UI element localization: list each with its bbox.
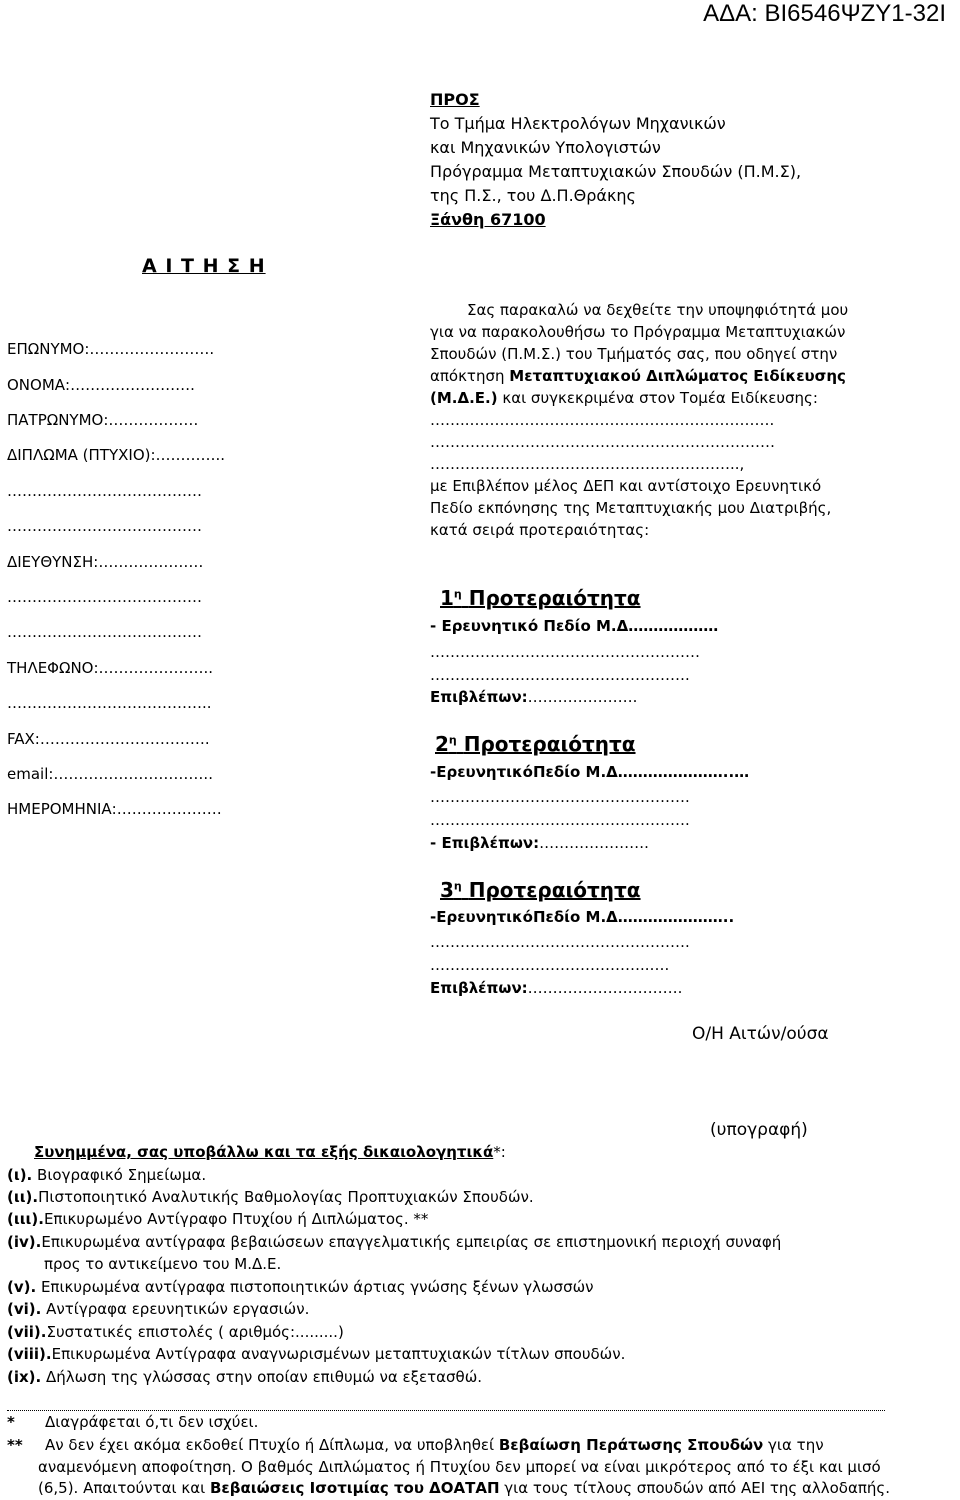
- addressee-line: Πρόγραμμα Μεταπτυχιακών Σπουδών (Π.Μ.Σ),: [430, 162, 802, 181]
- addressee-block: [430, 88, 801, 232]
- specialization-field[interactable]: ……………………………………………………..,: [430, 455, 745, 473]
- attachment-item: (v). Επικυρωμένα αντίγραφα πιστοποιητικών άρτιας γνώσης ξένων γλωσσών: [7, 1278, 594, 1296]
- address-continuation[interactable]: …………………………………: [7, 623, 202, 641]
- priority-2-field[interactable]: -ΕρευνητικόΠεδίο Μ.Δ…………………..…: [430, 763, 750, 781]
- attachment-item: (ix). Δήλωση της γλώσσας στην οποίαν επιθυμώ να εξετασθώ.: [7, 1368, 483, 1386]
- attachment-item: (viii).Επικυρωμένα Αντίγραφα αναγνωρισμένων μεταπτυχιακών τίτλων σπουδών.: [7, 1345, 626, 1363]
- request-text: Σπουδών (Π.Μ.Σ.) του Τμήματός σας, που οδηγεί στην: [430, 345, 838, 363]
- request-text: Σας παρακαλώ να δεχθείτε την υποψηφιότητά μου: [467, 301, 849, 319]
- degree-field[interactable]: ΔΙΠΛΩΜΑ (ΠΤΥΧΙΟ):…………..: [7, 446, 226, 464]
- address-field[interactable]: ΔΙΕΥΘΥΝΣΗ:…………………: [7, 553, 204, 571]
- priority-3-heading: $3^\eta$ Προτεραιότητα: [440, 878, 641, 902]
- specialization-field[interactable]: ……………………………………………………………: [430, 433, 775, 451]
- request-line: [467, 299, 917, 321]
- addressee-line: και Μηχανικών Υπολογιστών: [430, 138, 661, 157]
- attachments-heading: Συνημμένα, σας υποβάλλω και τα εξής δικαιολογητικά*:: [34, 1143, 506, 1161]
- priority-3-supervisor[interactable]: Επιβλέπων:………………………….: [430, 979, 683, 997]
- degree-continuation[interactable]: …………………………………: [7, 482, 202, 500]
- attachment-item: (vii).Συστατικές επιστολές ( αριθμός:.........): [7, 1323, 344, 1341]
- request-text: με Επιβλέπον μέλος ΔΕΠ και αντίστοιχο Ερευνητικό: [430, 477, 822, 495]
- priority-2-dots[interactable]: …………………………………………….: [430, 788, 690, 806]
- degree-continuation[interactable]: …………………………………: [7, 517, 202, 535]
- applicant-label: Ο/Η Αιτών/ούσα: [692, 1024, 829, 1044]
- addressee-line: της Π.Σ., του Δ.Π.Θράκης: [430, 186, 636, 205]
- priority-1-heading: $1^\eta$ Προτεραιότητα: [440, 586, 641, 610]
- date-field[interactable]: ΗΜΕΡΟΜΗΝΙΑ:…………………: [7, 800, 222, 818]
- priority-2-supervisor[interactable]: - Επιβλέπων:………………….: [430, 834, 649, 852]
- attachment-item: (vi). Αντίγραφα ερευνητικών εργασιών.: [7, 1300, 310, 1318]
- ada-code: ΑΔΑ: ΒΙ6546ΨΖΥ1-32Ι: [703, 0, 946, 27]
- priority-3-field[interactable]: -ΕρευνητικόΠεδίο Μ.Δ…………………..: [430, 908, 735, 926]
- footnote-2: ** Αν δεν έχει ακόμα εκδοθεί Πτυχίο ή Δίπλωμα, να υποβληθεί Βεβαίωση Περάτωσης Σπουδών για την: [7, 1436, 824, 1454]
- addressee-city: Ξάνθη 67100: [430, 210, 546, 229]
- request-text: Πεδίο εκπόνησης της Μεταπτυχιακής μου Διατριβής,: [430, 499, 832, 517]
- phone-continuation[interactable]: …………………………………..: [7, 694, 212, 712]
- form-title: Α Ι Τ Η Σ Η: [142, 255, 266, 277]
- attachment-item: (ιι).Πιστοποιητικό Αναλυτικής Βαθμολογίας Προπτυχιακών Σπουδών.: [7, 1188, 534, 1206]
- priority-2-dots[interactable]: …………………………………………….: [430, 811, 690, 829]
- request-text: κατά σειρά προτεραιότητας:: [430, 521, 650, 539]
- specialization-field[interactable]: ……..…………………………………………………….: [430, 411, 775, 429]
- priority-1-dots[interactable]: ………………………………………………: [430, 643, 700, 661]
- request-text: για να παρακολουθήσω το Πρόγραμμα Μεταπτυχιακών: [430, 323, 846, 341]
- email-field[interactable]: email:…………………………..: [7, 765, 213, 783]
- footnote-1: * Διαγράφεται ό,τι δεν ισχύει.: [7, 1413, 259, 1431]
- priority-2-heading: $2^\eta$ Προτεραιότητα: [435, 732, 636, 756]
- footnote-2-line: (6,5). Απαιτούνται και Βεβαιώσεις Ισοτιμίας του ΔΟΑΤΑΠ για τους τίτλους σπουδών από ΑΕΙ της αλλοδαπής.: [38, 1479, 890, 1497]
- priority-3-dots[interactable]: …………………………………………….: [430, 933, 690, 951]
- priority-1-dots[interactable]: …………………………………………….: [430, 666, 690, 684]
- request-text: (Μ.Δ.Ε.) και συγκεκριμένα στον Τομέα Ειδίκευσης:: [430, 389, 818, 407]
- fax-field[interactable]: FAX:…………………………….: [7, 730, 210, 748]
- attachment-item: (ι). Βιογραφικό Σημείωμα.: [7, 1166, 207, 1184]
- surname-field[interactable]: ΕΠΩΝΥΜΟ:…………………….: [7, 340, 215, 358]
- addressee-title: ΠΡΟΣ: [430, 90, 480, 109]
- father-name-field[interactable]: ΠΑΤΡΩΝΥΜΟ:………………: [7, 411, 199, 429]
- priority-3-dots[interactable]: ……………………………………..….: [430, 956, 670, 974]
- address-continuation[interactable]: …………………………………: [7, 588, 202, 606]
- phone-field[interactable]: ΤΗΛΕΦΩΝΟ:…………………..: [7, 659, 214, 677]
- footnote-2-line: αναμενόμενη αποφοίτηση. Ο βαθμός Διπλώματος ή Πτυχίου δεν μπορεί να είναι μικρότερος από το έξι και μισό: [38, 1458, 881, 1476]
- priority-1-field[interactable]: - Ερευνητικό Πεδίο Μ.Δ………………: [430, 617, 719, 635]
- attachment-item-continuation: προς το αντικείμενο του Μ.Δ.Ε.: [44, 1255, 282, 1273]
- footnote-divider: [7, 1410, 885, 1411]
- priority-1-supervisor[interactable]: Επιβλέπων:………………….: [430, 688, 638, 706]
- request-text: απόκτηση Μεταπτυχιακού Διπλώματος Ειδίκευσης: [430, 367, 846, 385]
- request-paragraph: [430, 321, 915, 541]
- attachment-item: (ιιι).Επικυρωμένο Αντίγραφο Πτυχίου ή Διπλώματος. **: [7, 1210, 429, 1228]
- addressee-line: Το Τμήμα Ηλεκτρολόγων Μηχανικών: [430, 114, 726, 133]
- attachment-item: (iv).Επικυρωμένα αντίγραφα βεβαιώσεων επαγγελματικής εμπειρίας σε επιστημονική περιοχή συναφή: [7, 1233, 782, 1251]
- name-field[interactable]: ΟΝΟΜΑ:…………………….: [7, 376, 195, 394]
- signature-label: (υπογραφή): [710, 1120, 808, 1140]
